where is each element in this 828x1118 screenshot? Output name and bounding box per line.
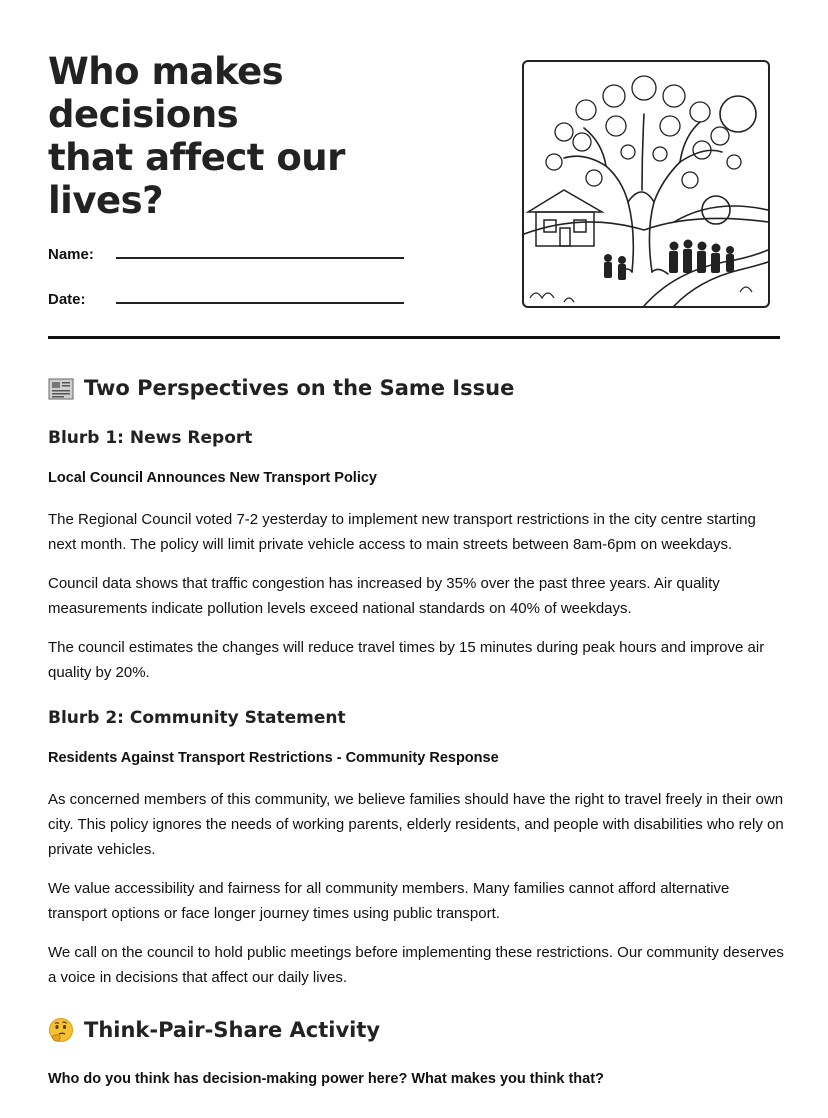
newspaper-icon [48, 377, 74, 399]
title-line-2: that affect our lives? [48, 136, 345, 222]
worksheet-header [48, 50, 428, 336]
blurb1-paragraph: The council estimates the changes will reduce travel times by 15 minutes during peak hours and improve air quality by 20%. [48, 639, 765, 681]
activity-question: Who do you think has decision-making power here? What makes you think that? [48, 1071, 604, 1087]
header-divider [48, 336, 780, 339]
date-field[interactable] [48, 291, 428, 336]
thinking-face-icon [48, 1019, 74, 1041]
section-heading-perspectives [48, 372, 788, 404]
section-heading-text: Think-Pair-Share Activity [84, 1018, 381, 1042]
blurb2-paragraph: As concerned members of this community, we believe families should have the right to travel freely in their own city. This policy ignores the needs of working parents, elderly residents, and people with disabilities who rely on private vehicles. [48, 791, 784, 858]
blurb1-subheading: Local Council Announces New Transport Policy [48, 470, 377, 486]
name-line[interactable] [116, 257, 404, 259]
title-line-1: Who makes decisions [48, 50, 284, 136]
blurb2-paragraph: We value accessibility and fairness for all community members. Many families cannot afford alternative transport options or face longer journey times using public transport. [48, 880, 730, 922]
section-heading-text: Two Perspectives on the Same Issue [84, 376, 515, 400]
blurb1-paragraph: Council data shows that traffic congestion has increased by 35% over the past three years. Air quality measurements indicate pollution levels exceed national standards on 40% of weekdays. [48, 575, 720, 617]
page-title [48, 50, 428, 222]
name-label: Name: [48, 246, 94, 263]
blurb1-paragraph: The Regional Council voted 7-2 yesterday to implement new transport restrictions in the city centre starting next month. The policy will limit private vehicle access to main streets between 8am-6pm on weekdays. [48, 511, 756, 553]
section-heading-activity [48, 1014, 788, 1046]
blurb2-subheading: Residents Against Transport Restrictions - Community Response [48, 750, 499, 766]
date-label: Date: [48, 291, 86, 308]
date-line[interactable] [116, 302, 404, 304]
main-content [48, 372, 788, 1090]
name-field[interactable] [48, 246, 428, 291]
blurb2-heading: Blurb 2: Community Statement [48, 708, 346, 728]
blurb1-heading: Blurb 1: News Report [48, 428, 253, 448]
blurb2-paragraph: We call on the council to hold public meetings before implementing these restrictions. Our community deserves a voice in decisions that affect our daily lives. [48, 944, 784, 986]
tree-house-community-illustration [522, 60, 770, 308]
